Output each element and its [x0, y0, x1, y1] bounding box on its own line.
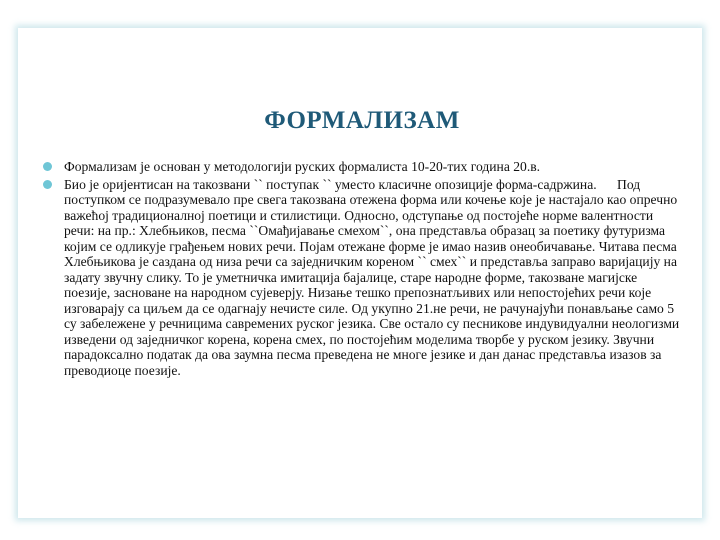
- slide-title-text: ФОРМАЛИЗАМ: [264, 107, 460, 134]
- bullet-text: Био је оријентисан на такозвани `` поступак `` уместо класичне опозиције форма-садржина. Под поступком се подразумевало пре свега такозвана отежена форма или кочење које је настајало као опречно важећој традиционалној поетици и стилистици. Односно, одступање од постојеће норме валентности речи: на пр.: Хлебњиков, песма ``Омађијавање смехом``, она представља образац за поетику футуризма којим се одликује грађењем нових речи. Појам отежане форме је имао назив онеобичавање. Читава песма Хлебњикова је саздана од низа речи са заједничким кореном `` смех`` и представља заправо варијацију на задату звучну слику. То је уметничка имитација бајалице, старе народне форме, такозване магијске поезије, засноване на народном сујеверју. Низање тешко препознатљивих или непостојећих речи које изговарају са циљем да се одагнају нечисте силе. Од укупно 21.не речи, не рачунајући понављање само 5 су забележене у речницима савремених руског језика. Све остало су песникове индувидуални неологизми изведени од заједничког корена, корена смех, по постојећим моделима творбе у руском језику. Звучни парадоксално податак да ова заумна песма преведена не многе језике и дан данас представља изазов за преводиоце поезије.: [64, 176, 683, 378]
- bullet-icon: [43, 162, 52, 171]
- bullet-item: [40, 159, 680, 175]
- bullet-list: [40, 159, 683, 380]
- bullet-item: [40, 176, 683, 379]
- slide-title: [0, 107, 720, 135]
- bullet-text: Формализам је основан у методологији руских формалиста 10-20-тих година 20.в.: [64, 159, 541, 174]
- bullet-icon: [43, 180, 52, 189]
